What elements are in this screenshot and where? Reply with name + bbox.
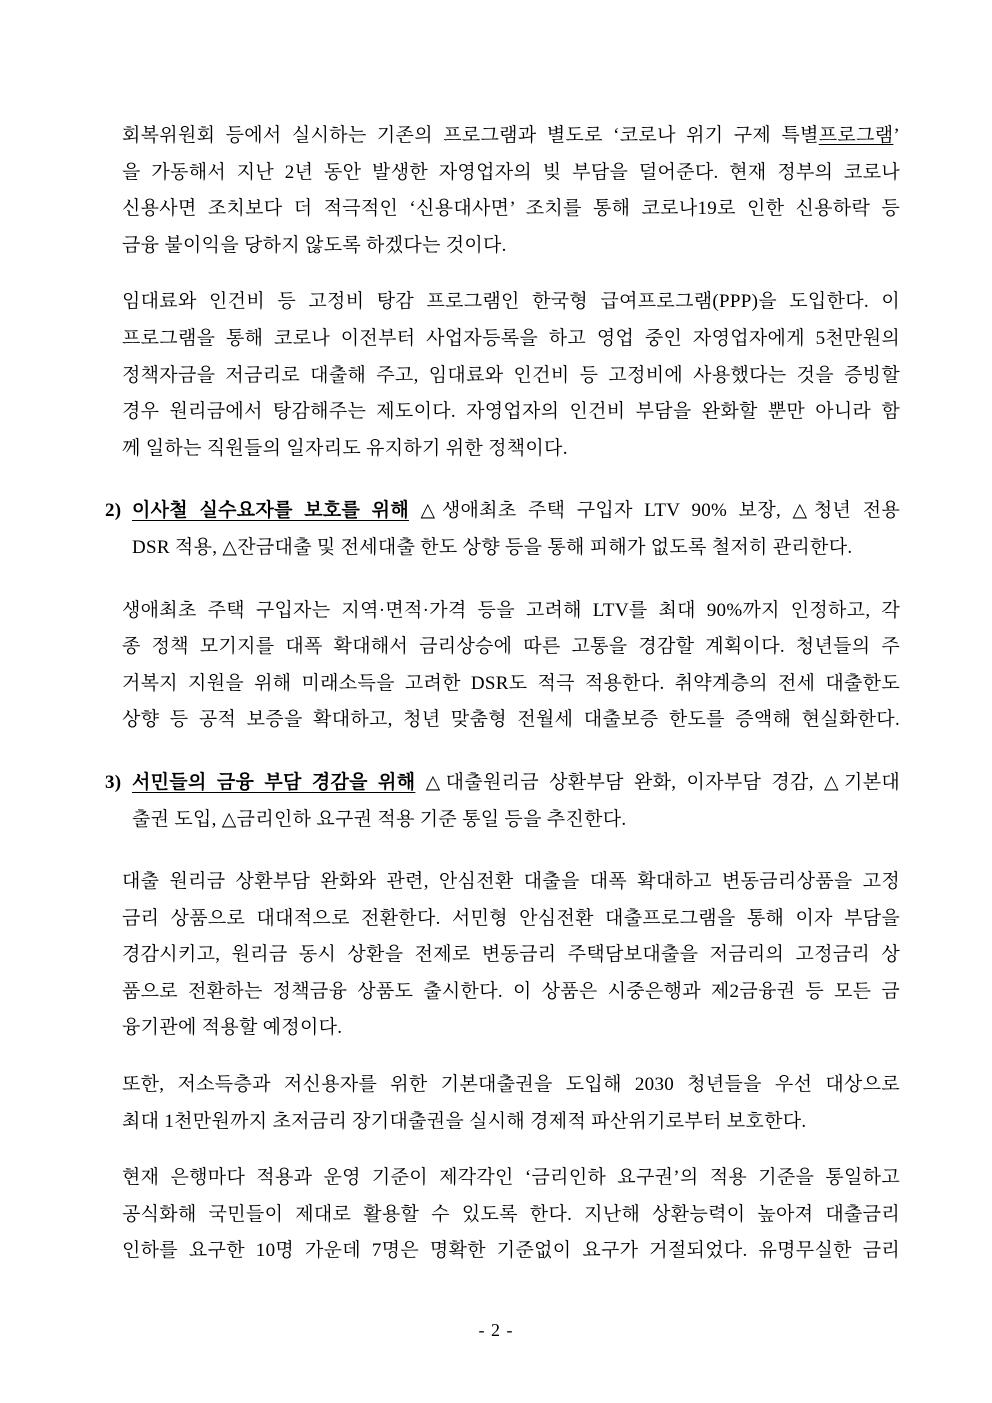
body-text: 경감시키고, 원리금 동시 상환을 전제로 변동금리 주택담보대출을 저금리의 고정금리 상 (122, 944, 900, 966)
text-line (122, 1104, 900, 1141)
body-text: △대출원리금 상환부담 완화, 이자부담 경감, △기본대 (415, 771, 901, 793)
body-text: 을 가동해서 지난 2년 동안 발생한 자영업자의 빚 부담을 덜어준다. 현재 정부의 코로나 (122, 161, 900, 183)
text-line (132, 530, 900, 567)
text-line (122, 1010, 900, 1047)
body-text: 경우 원리금에서 탕감해주는 제도이다. 자영업자의 인건비 부담을 완화할 뿐만 아니라 함 (122, 401, 900, 423)
text-line (105, 493, 901, 530)
text-line (122, 629, 900, 666)
text-line (122, 284, 900, 321)
section-heading-text: 이사철 실수요자를 보호를 위해 (132, 500, 409, 522)
section-heading-text: 서민들의 금융 부담 경감을 위해 (132, 771, 416, 793)
text-line (122, 358, 900, 395)
body-text: 금융 불이익을 당하지 않도록 하겠다는 것이다. (122, 234, 507, 256)
text-line (122, 1067, 900, 1104)
section-2-movers-protection (105, 493, 901, 566)
text-line (122, 394, 900, 431)
paragraph-first-home-buyers (122, 593, 900, 739)
section-number: 3) (105, 771, 122, 793)
body-text: 거복지 지원을 위해 미래소득을 고려한 DSR도 적극 적용한다. 취약계층의 전세 대출한도 (122, 672, 900, 694)
text-line (122, 1233, 900, 1270)
underlined-text: 프로그램 (818, 125, 894, 146)
text-line (122, 321, 900, 358)
text-line (122, 974, 900, 1011)
section-3-financial-burden-relief (105, 765, 901, 838)
document-body (105, 118, 901, 1270)
body-text: 종 정책 모기지를 대폭 확대해서 금리상승에 따른 고통을 경감할 계획이다. 청년들의 주 (122, 636, 900, 658)
body-text: DSR 적용, △잔금대출 및 전세대출 한도 상향 등을 통해 피해가 없도록 철저히 관리한다. (132, 536, 853, 558)
body-text: 품으로 전환하는 정책금융 상품도 출시한다. 이 상품은 시중은행과 제2금융권 등 모든 금 (122, 980, 900, 1002)
text-line (122, 228, 900, 265)
paragraph-loan-conversion (122, 864, 900, 1047)
text-line (122, 1197, 900, 1234)
paragraph-credit-recovery (122, 118, 900, 264)
body-text: 정책자금을 저금리로 대출해 주고, 임대료와 인건비 등 고정비에 사용했다는 것을 증빙할 (122, 364, 900, 386)
body-text: 최대 1천만원까지 초저금리 장기대출권을 실시해 경제적 파산위기로부터 보호한다. (122, 1110, 807, 1132)
body-text: ’ (893, 125, 900, 146)
paragraph-rate-cut-request (122, 1160, 900, 1270)
text-line (122, 937, 900, 974)
text-line (122, 901, 900, 938)
page-number: - 2 - (478, 1320, 514, 1340)
paragraph-basic-loan-right (122, 1067, 900, 1140)
text-line (122, 155, 900, 192)
body-text: 임대료와 인건비 등 고정비 탕감 프로그램인 한국형 급여프로그램(PPP)을 도입한다. 이 (122, 291, 900, 313)
text-line (122, 191, 900, 228)
body-text: 금리 상품으로 대대적으로 전환한다. 서민형 안심전환 대출프로그램을 통해 이자 부담을 (122, 907, 900, 929)
body-text: 대출 원리금 상환부담 완화와 관련, 안심전환 대출을 대폭 확대하고 변동금리상품을 고정 (122, 871, 900, 893)
text-line (122, 431, 900, 468)
body-text: 회복위원회 등에서 실시하는 기존의 프로그램과 별도로 ‘코로나 위기 구제 특별 (122, 125, 819, 146)
text-line (122, 1160, 900, 1197)
body-text: 신용사면 조치보다 더 적극적인 ‘신용대사면’ 조치를 통해 코로나19로 인한 신용하락 등 (122, 198, 900, 220)
text-line (122, 864, 900, 901)
body-text: 공식화해 국민들이 제대로 활용할 수 있도록 한다. 지난해 상환능력이 높아져 대출금리 (122, 1203, 900, 1225)
body-text: 출권 도입, △금리인하 요구권 적용 기준 통일 등을 추진한다. (132, 808, 627, 830)
section-number: 2) (105, 500, 122, 522)
text-line (132, 802, 900, 839)
text-line (122, 593, 900, 630)
body-text: 께 일하는 직원들의 일자리도 유지하기 위한 정책이다. (122, 437, 568, 459)
text-line (122, 702, 900, 739)
text-line (105, 765, 901, 802)
body-text: 또한, 저소득층과 저신용자를 위한 기본대출권을 도입해 2030 청년들을 우선 대상으로 (122, 1074, 900, 1096)
body-text: 프로그램을 통해 코로나 이전부터 사업자등록을 하고 영업 중인 자영업자에게 5천만원의 (122, 327, 900, 349)
paragraph-ppp-program (122, 284, 900, 467)
text-line (122, 118, 900, 155)
body-text: 생애최초 주택 구입자는 지역·면적·가격 등을 고려해 LTV를 최대 90%까지 인정하고, 각 (122, 599, 900, 621)
body-text: △생애최초 주택 구입자 LTV 90% 보장, △청년 전용 (409, 500, 901, 522)
body-text: 상향 등 공적 보증을 확대하고, 청년 맞춤형 전월세 대출보증 한도를 증액해 현실화한다. (122, 709, 900, 731)
text-line (122, 666, 900, 703)
body-text: 융기관에 적용할 예정이다. (122, 1017, 343, 1039)
body-text: 인하를 요구한 10명 가운데 7명은 명확한 기준없이 요구가 거절되었다. 유명무실한 금리 (122, 1240, 900, 1262)
body-text: 현재 은행마다 적용과 운영 기준이 제각각인 ‘금리인하 요구권’의 적용 기준을 통일하고 (122, 1167, 900, 1189)
